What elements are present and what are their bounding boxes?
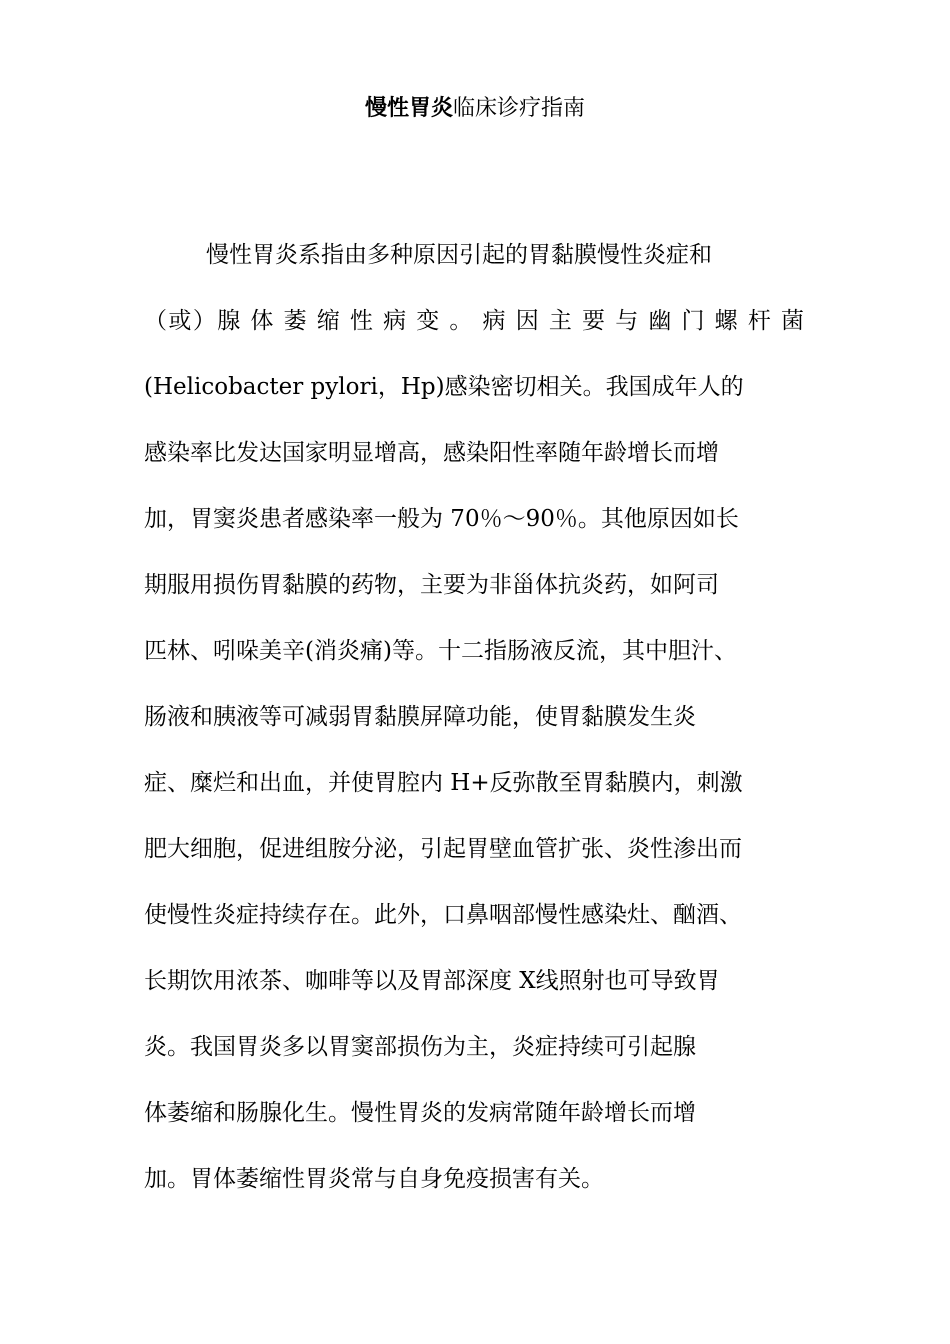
paragraph-line: 使慢性炎症持续存在。此外，口鼻咽部慢性感染灶、酗酒、 xyxy=(144,902,742,928)
paragraph-line: 肥大细胞，促进组胺分泌，引起胃壁血管扩张、炎性渗出而 xyxy=(144,836,742,862)
paragraph-line: 感染率比发达国家明显增高，感染阳性率随年龄增长而增 xyxy=(144,440,719,466)
paragraph-line: 期服用损伤胃黏膜的药物，主要为非甾体抗炎药，如阿司 xyxy=(144,572,719,598)
paragraph-line: 慢性胃炎系指由多种原因引起的胃黏膜慢性炎症和 xyxy=(206,242,712,268)
document-title-bold: 慢性胃炎 xyxy=(364,96,453,121)
paragraph-line: （或）腺 体 萎 缩 性 病 变 。 病 因 主 要 与 幽 门 螺 杆 菌 xyxy=(144,308,804,334)
paragraph-line: 匹林、吲哚美辛(消炎痛)等。十二指肠液反流，其中胆汁、 xyxy=(144,638,737,664)
paragraph-line: 炎。我国胃炎多以胃窦部损伤为主，炎症持续可引起腺 xyxy=(144,1034,696,1060)
paragraph-line: 肠液和胰液等可减弱胃黏膜屏障功能，使胃黏膜发生炎 xyxy=(144,704,696,730)
paragraph-line: (Helicobacter pylori，Hp)感染密切相关。我国成年人的 xyxy=(144,374,744,400)
document-title-rest: 临床诊疗指南 xyxy=(453,96,586,121)
paragraph-line: 症、糜烂和出血，并使胃腔内 H+反弥散至胃黏膜内，刺激 xyxy=(144,770,743,796)
paragraph-line: 长期饮用浓茶、咖啡等以及胃部深度 X线照射也可导致胃 xyxy=(144,968,720,994)
paragraph-line: 加。胃体萎缩性胃炎常与自身免疫损害有关。 xyxy=(144,1166,604,1192)
paragraph-line: 体萎缩和肠腺化生。慢性胃炎的发病常随年龄增长而增 xyxy=(144,1100,696,1126)
body-paragraph xyxy=(144,222,824,1212)
document-title xyxy=(0,92,950,126)
paragraph-line: 加，胃窦炎患者感染率一般为 70％～90％。其他原因如长 xyxy=(144,506,739,532)
